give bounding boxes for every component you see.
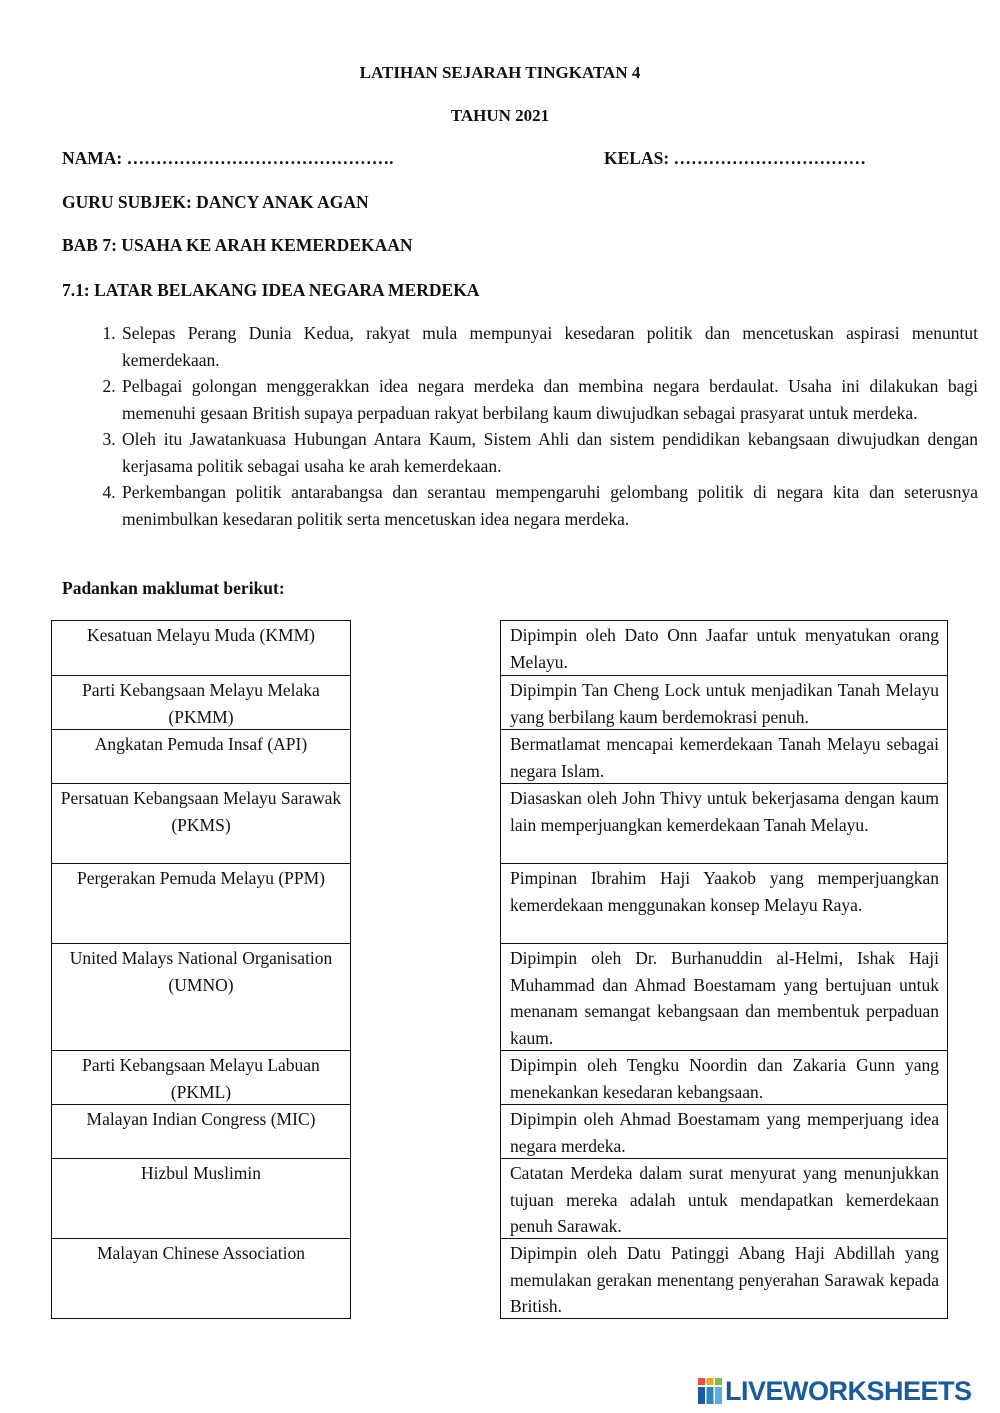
left-match-item[interactable]: Parti Kebangsaan Melayu Melaka (PKMM): [52, 675, 350, 729]
right-match-column: [500, 620, 948, 1319]
right-match-item[interactable]: Diasaskan oleh John Thivy untuk bekerjasama dengan kaum lain memperjuangkan kemerdekaan Tanah Melayu.: [501, 783, 947, 863]
left-match-item[interactable]: Pergerakan Pemuda Melayu (PPM): [52, 863, 350, 943]
left-match-item[interactable]: Parti Kebangsaan Melayu Labuan (PKML): [52, 1050, 350, 1104]
right-match-item[interactable]: Dipimpin oleh Dato Onn Jaafar untuk menyatukan orang Melayu.: [510, 625, 939, 672]
left-match-item[interactable]: Malayan Chinese Association: [52, 1238, 350, 1318]
teacher-line: GURU SUBJEK: DANCY ANAK AGAN: [62, 192, 369, 212]
point-item: 3. Oleh itu Jawatankuasa Hubungan Antara Kaum, Sistem Ahli dan sistem pendidikan kebangsaan diwujudkan dengan kerjasama politik sebagai usaha ke arah kemerdekaan.: [120, 426, 978, 479]
left-match-item[interactable]: Hizbul Muslimin: [52, 1158, 350, 1238]
right-match-item[interactable]: Catatan Merdeka dalam surat menyurat yang menunjukkan tujuan mereka adalah untuk mendapatkan kemerdekaan penuh Sarawak.: [501, 1158, 947, 1238]
right-match-item[interactable]: Bermatlamat mencapai kemerdekaan Tanah Melayu sebagai negara Islam.: [501, 729, 947, 783]
left-match-item[interactable]: Malayan Indian Congress (MIC): [52, 1104, 350, 1158]
right-match-item[interactable]: Dipimpin oleh Datu Patinggi Abang Haji Abdillah yang memulakan gerakan menentang penyerahan Sarawak kepada British.: [501, 1238, 947, 1318]
point-item: 2. Pelbagai golongan menggerakkan idea negara merdeka dan membina negara berdaulat. Usaha ini dilakukan bagi memenuhi gesaan British supaya perpaduan rakyat berbilang kaum diwujudkan sebagai prasyarat untuk merdeka.: [120, 373, 978, 426]
section-heading: 7.1: LATAR BELAKANG IDEA NEGARA MERDEKA: [62, 280, 480, 300]
chapter-heading: BAB 7: USAHA KE ARAH KEMERDEKAAN: [62, 235, 413, 255]
left-match-item[interactable]: Persatuan Kebangsaan Melayu Sarawak (PKMS): [52, 783, 350, 863]
watermark-text: LIVEWORKSHEETS: [725, 1375, 972, 1406]
left-match-item[interactable]: Angkatan Pemuda Insaf (API): [52, 729, 350, 783]
liveworksheets-logo-icon: [698, 1378, 722, 1404]
point-item: 4. Perkembangan politik antarabangsa dan serantau mempengaruhi gelombang politik di negara kita dan seterusnya menimbulkan kesedaran politik serta mencetuskan idea negara merdeka.: [120, 479, 978, 532]
name-field: NAMA: ……………………………………….: [62, 148, 394, 168]
matching-instruction: Padankan maklumat berikut:: [62, 578, 285, 598]
point-item: 1. Selepas Perang Dunia Kedua, rakyat mula mempunyai kesedaran politik dan mencetuskan aspirasi menuntut kemerdekaan.: [120, 320, 978, 373]
left-match-item[interactable]: United Malays National Organisation (UMNO): [52, 943, 350, 1050]
liveworksheets-watermark: [698, 1376, 972, 1406]
right-match-item[interactable]: Dipimpin oleh Ahmad Boestamam yang memperjuang idea negara merdeka.: [501, 1104, 947, 1158]
class-field: KELAS: ……………………………: [604, 148, 867, 168]
right-match-item[interactable]: Pimpinan Ibrahim Haji Yaakob yang memperjuangkan kemerdekaan menggunakan konsep Melayu Raya.: [501, 863, 947, 943]
left-match-item[interactable]: Kesatuan Melayu Muda (KMM): [87, 625, 315, 645]
left-match-column: [51, 620, 351, 1319]
right-match-item[interactable]: Dipimpin oleh Tengku Noordin dan Zakaria Gunn yang menekankan kesedaran kebangsaan.: [501, 1050, 947, 1104]
worksheet-year: TAHUN 2021: [450, 106, 550, 125]
background-points-list: [80, 320, 978, 532]
right-match-item[interactable]: Dipimpin oleh Dr. Burhanuddin al-Helmi, Ishak Haji Muhammad dan Ahmad Boestamam yang bertujuan untuk menanam semangat kebangsaan dan membentuk perpaduan kaum.: [501, 943, 947, 1050]
right-match-item[interactable]: Dipimpin Tan Cheng Lock untuk menjadikan Tanah Melayu yang berbilang kaum berdemokrasi penuh.: [501, 675, 947, 729]
worksheet-title: LATIHAN SEJARAH TINGKATAN 4: [359, 63, 641, 82]
